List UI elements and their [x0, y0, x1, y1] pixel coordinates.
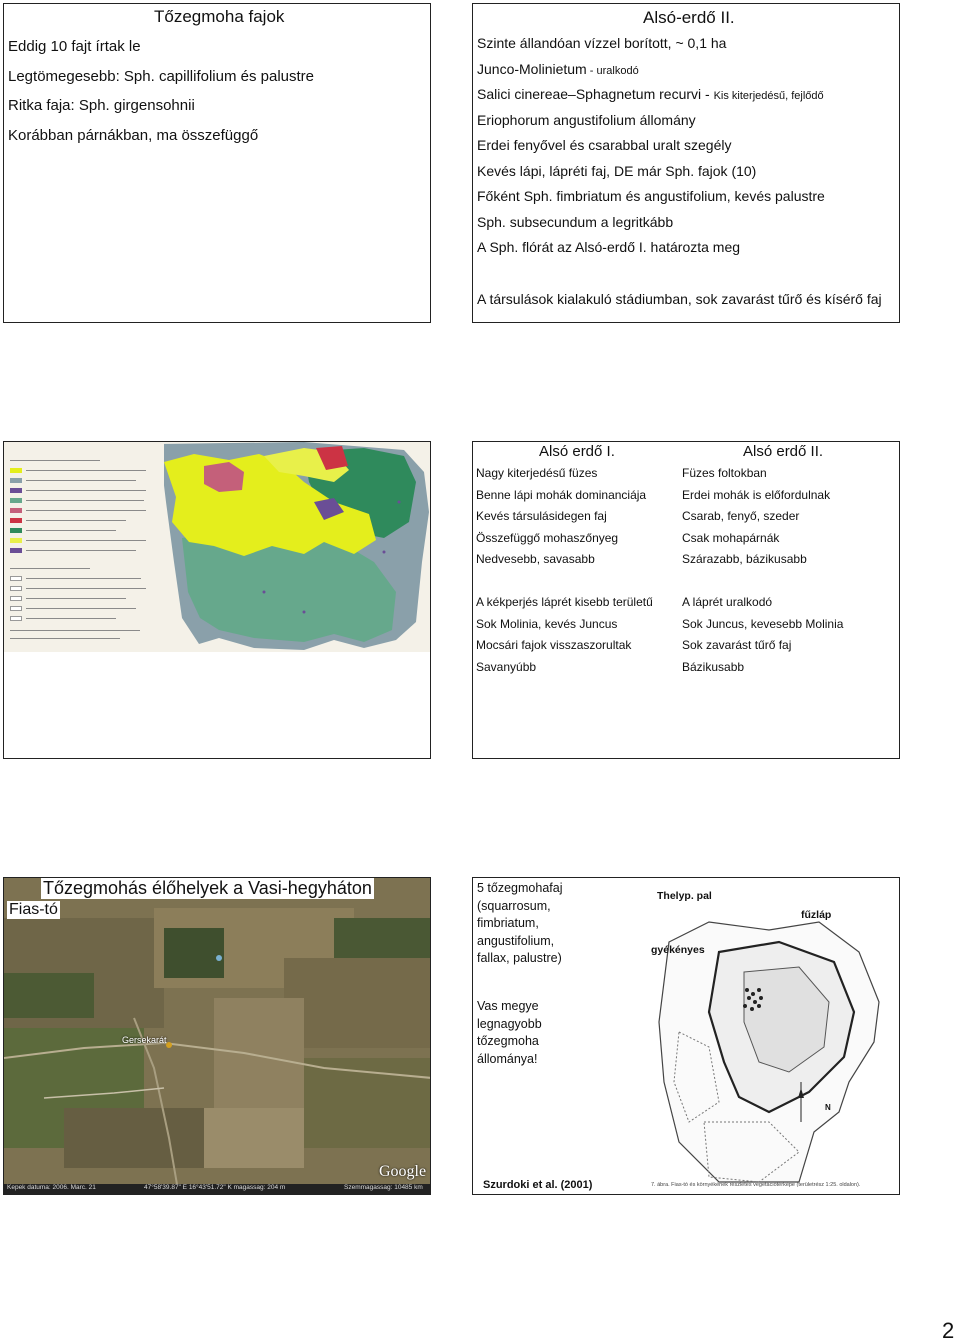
- text-line: Sph. subsecundum a legritkább: [477, 214, 674, 230]
- association-note: Kis kiterjedésű, fejlődő: [713, 90, 824, 102]
- citation: Szurdoki et al. (2001): [483, 1179, 593, 1191]
- comparison-item: A láprét uralkodó: [682, 595, 773, 609]
- place-label: Gersekarát: [122, 1035, 167, 1045]
- map-label-thelyp: Thelyp. pal: [657, 890, 712, 902]
- map-label-fuzlap: fűzláp: [801, 909, 832, 921]
- comparison-item: Sok zavarást tűrő faj: [682, 638, 792, 652]
- comparison-item: Összefüggő mohaszőnyeg: [476, 531, 619, 545]
- text-line: Kevés lápi, lápréti faj, DE már Sph. fajok (10): [477, 163, 757, 179]
- status-coordinates: 47°58'39.87" E 16°43'51.72" K magassag: 204 m: [144, 1184, 286, 1191]
- comparison-item: Savanyúbb: [476, 660, 537, 674]
- map-label-gyekenyes: gyékényes: [651, 944, 705, 956]
- slide-subtitle: Fias-tó: [9, 901, 58, 918]
- comparison-item: Erdei mohák is előfordulnak: [682, 488, 831, 502]
- text-line: A Sph. flórát az Alsó-erdő I. határozta meg: [477, 239, 741, 255]
- text-line: Főként Sph. fimbriatum és angustifolium, kevés palustre: [477, 188, 825, 204]
- status-date: Kepek datuma: 2006. Marc. 21: [7, 1184, 96, 1191]
- text-line: Eddig 10 fajt írtak le: [8, 38, 141, 55]
- species-text: 5 tőzegmohafaj (squarrosum, fimbriatum, angustifolium, fallax, palustre): [477, 881, 563, 965]
- slide-title: Alsó-erdő II.: [643, 8, 735, 27]
- slide-vegetation-map: [3, 441, 431, 759]
- slide-tozegmoha-fajok: [3, 3, 431, 323]
- slide-title: Tőzegmohás élőhelyek a Vasi-hegyháton: [43, 878, 372, 898]
- status-altitude: Szemmagassag: 10485 km: [344, 1184, 423, 1191]
- text-line: Eriophorum angustifolium állomány: [477, 112, 696, 128]
- vegetation-sketch-map: [649, 882, 899, 1192]
- comparison-item: Kevés társulásidegen faj: [476, 509, 607, 523]
- slide-title: Tőzegmoha fajok: [154, 7, 285, 26]
- association-name: Junco-Molinietum: [477, 61, 587, 77]
- comparison-item: Nagy kiterjedésű füzes: [476, 466, 598, 480]
- text-line: Legtömegesebb: Sph. capillifolium és palustre: [8, 68, 315, 85]
- association-note: - uralkodó: [586, 65, 639, 77]
- slide-also-erdo-2: [472, 3, 900, 323]
- highlight-text: Vas megye legnagyobb tőzegmoha állománya!: [477, 999, 542, 1066]
- text-line: Szinte állandóan vízzel borított, ~ 0,1 ha: [477, 35, 727, 51]
- comparison-item: Füzes foltokban: [682, 466, 767, 480]
- comparison-item: Nedvesebb, savasabb: [476, 552, 595, 566]
- text-line: Korábban párnákban, ma összefüggő: [8, 127, 259, 144]
- map-legend: [4, 442, 164, 652]
- comparison-item: Szárazabb, bázikusabb: [682, 552, 807, 566]
- text-line: Erdei fenyővel és csarabbal uralt szegély: [477, 137, 732, 153]
- north-arrow-label: N: [825, 1103, 831, 1112]
- comparison-item: Sok Molinia, kevés Juncus: [476, 617, 618, 631]
- comparison-item: Sok Juncus, kevesebb Molinia: [682, 617, 844, 631]
- column-header-also-erdo-2: Alsó erdő II.: [743, 443, 824, 460]
- figure-caption: 7. ábra. Fias-tó és környékének részletes vegetációtérképe (területrész 1:25. oldalon).: [651, 1182, 861, 1188]
- page-number: 2: [942, 1318, 955, 1343]
- comparison-item: Bázikusabb: [682, 660, 745, 674]
- slide-comparison: [472, 441, 900, 759]
- comparison-item: Benne lápi mohák dominanciája: [476, 488, 647, 502]
- text-line: [477, 86, 824, 102]
- footer-text: A társulások kialakuló stádiumban, sok zavarást tűrő és kísérő faj: [477, 291, 882, 307]
- text-line: Ritka faja: Sph. girgensohnii: [8, 97, 195, 114]
- text-line: [477, 61, 639, 77]
- google-logo: Google: [379, 1163, 427, 1180]
- comparison-item: Mocsári fajok visszaszorultak: [476, 638, 632, 652]
- slide-satellite-fias-to: [3, 877, 431, 1195]
- satellite-image: [4, 878, 431, 1195]
- column-header-also-erdo-1: Alsó erdő I.: [539, 443, 615, 460]
- slide-fias-to-species: [472, 877, 900, 1195]
- comparison-item: Csarab, fenyő, szeder: [682, 509, 800, 523]
- association-name: Salici cinereae–Sphagnetum recurvi -: [477, 86, 714, 102]
- comparison-item: Csak mohapárnák: [682, 531, 780, 545]
- comparison-item: A kékperjés láprét kisebb területű: [476, 595, 653, 609]
